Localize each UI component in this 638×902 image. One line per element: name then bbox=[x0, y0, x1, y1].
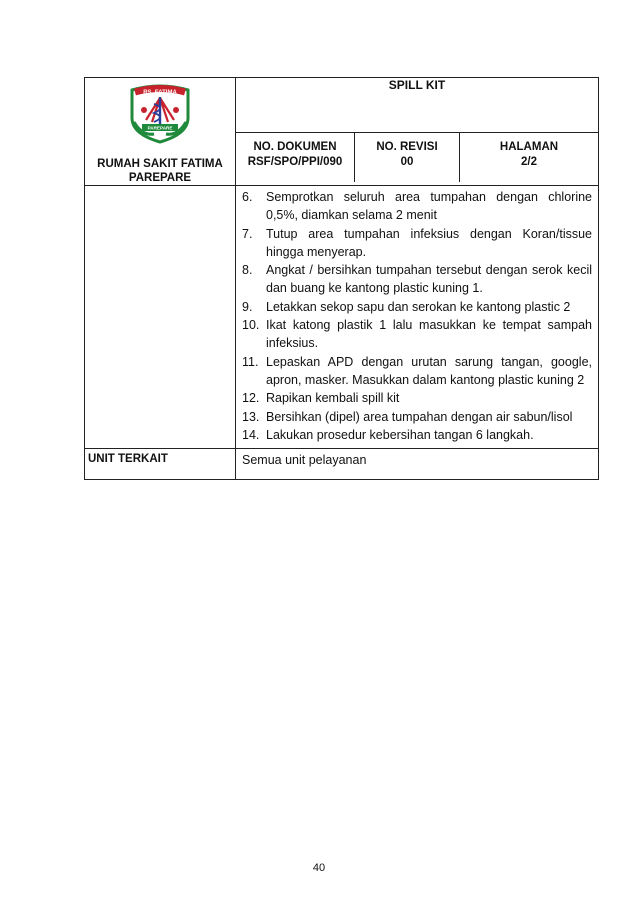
step-number: 12. bbox=[242, 391, 260, 406]
procedure-step bbox=[242, 408, 592, 426]
unit-value: Semua unit pelayanan bbox=[236, 449, 599, 480]
procedure-step bbox=[242, 225, 592, 262]
document-title: SPILL KIT bbox=[236, 78, 599, 133]
unit-label: UNIT TERKAIT bbox=[85, 449, 236, 480]
logo-top-text: RS. FATIMA bbox=[143, 90, 177, 96]
empty-label-cell bbox=[85, 186, 236, 449]
step-text: Rapikan kembali spill kit bbox=[266, 391, 400, 406]
hospital-name bbox=[85, 157, 235, 185]
step-text: Angkat / bersihkan tumpahan tersebut dengan serok kecil dan buang ke kantong plastic kuning 1. bbox=[266, 263, 592, 296]
header-logo-cell bbox=[85, 78, 236, 186]
procedure-step bbox=[242, 389, 592, 407]
hospital-name-line1: RUMAH SAKIT FATIMA bbox=[97, 158, 223, 170]
step-text: Lakukan prosedur kebersihan tangan 6 langkah. bbox=[266, 427, 534, 442]
document-meta-cell bbox=[236, 133, 599, 186]
hospital-name-line2: PAREPARE bbox=[128, 172, 192, 184]
step-text: Ikat katong plastik 1 lalu masukkan ke tempat sampah infeksius. bbox=[266, 318, 592, 351]
procedure-step bbox=[242, 353, 592, 390]
document-meta bbox=[236, 133, 598, 182]
hospital-logo-icon bbox=[124, 84, 196, 144]
doc-number-label: NO. DOKUMEN bbox=[253, 141, 337, 153]
procedure-step bbox=[242, 426, 592, 444]
hospital-logo bbox=[85, 78, 235, 149]
step-text: Bersihkan (dipel) area tumpahan dengan air sabun/lisol bbox=[266, 409, 573, 424]
procedure-step bbox=[242, 261, 592, 298]
step-number: 10. bbox=[242, 318, 260, 333]
logo-band-text: PAREPARE bbox=[147, 125, 173, 131]
step-number: 11. bbox=[242, 354, 259, 369]
page-cell bbox=[460, 133, 599, 182]
page-number: 40 bbox=[312, 862, 326, 874]
step-number: 13. bbox=[242, 409, 260, 424]
revision-label: NO. REVISI bbox=[376, 141, 438, 153]
procedure-step bbox=[242, 298, 592, 316]
step-number: 14. bbox=[242, 427, 260, 442]
procedure-steps-cell bbox=[236, 186, 599, 449]
doc-number-value: RSF/SPO/PPI/090 bbox=[247, 156, 343, 168]
sop-table bbox=[84, 77, 599, 480]
step-number: 8. bbox=[242, 263, 253, 278]
step-number: 7. bbox=[242, 226, 253, 241]
page-value: 2/2 bbox=[521, 156, 537, 168]
procedure-step bbox=[242, 316, 592, 353]
step-text: Semprotkan seluruh area tumpahan dengan chlorine 0,5%, diamkan selama 2 menit bbox=[266, 190, 592, 223]
page-label: HALAMAN bbox=[499, 141, 559, 153]
doc-number-cell bbox=[236, 133, 355, 182]
step-text: Letakkan sekop sapu dan serokan ke kantong plastic 2 bbox=[266, 299, 571, 314]
step-text: Lepaskan APD dengan urutan sarung tangan, google, apron, masker. Masukkan dalam kantong plastic kuning 2 bbox=[266, 354, 592, 387]
step-number: 6. bbox=[242, 190, 253, 204]
revision-value: 00 bbox=[400, 156, 414, 168]
procedure-step bbox=[242, 188, 592, 225]
step-number: 9. bbox=[242, 299, 253, 314]
revision-cell bbox=[355, 133, 460, 182]
procedure-steps bbox=[236, 186, 598, 448]
step-text: Tutup area tumpahan infeksius dengan Koran/tissue hingga menyerap. bbox=[266, 226, 592, 259]
